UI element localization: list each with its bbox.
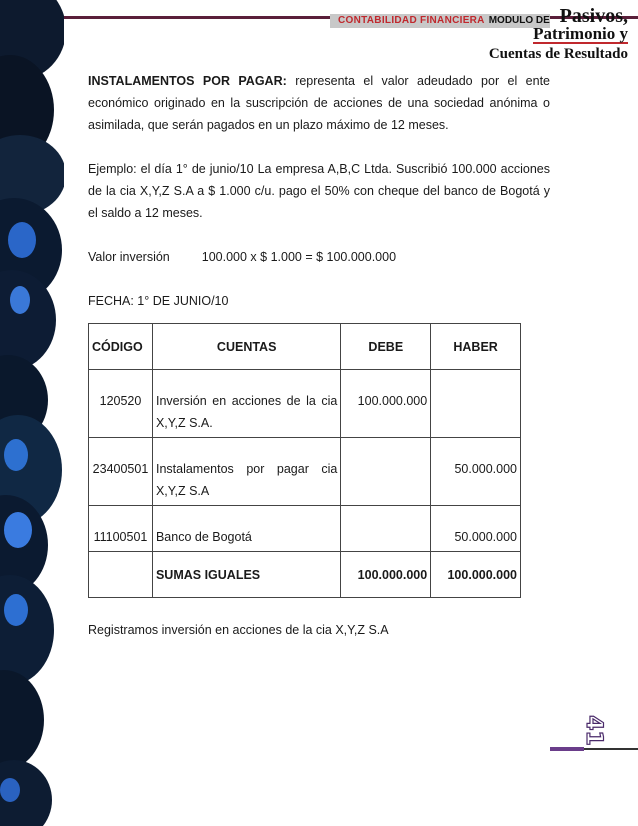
course-name: CONTABILIDAD FINANCIERA [338, 15, 485, 26]
header-accounts: CUENTAS [152, 324, 340, 370]
row-credit: 50.000.000 [431, 506, 521, 552]
table-header-row [89, 324, 521, 370]
row-debit [341, 438, 431, 506]
subtitle-line-2: Patrimonio y [533, 24, 628, 43]
table-row [89, 370, 521, 438]
page-number [580, 708, 608, 748]
table-total-row [89, 552, 521, 598]
example-paragraph: Ejemplo: el día 1° de junio/10 La empresa A,B,C Ltda. Suscribió 100.000 acciones de la cia X,Y,Z S.A a $ 1.000 c/u. pago el 50% con cheque del banco de Bogotá y el saldo a 12 meses. [88, 162, 550, 220]
definition-text: representa el valor adeudado por el ente económico originado en la suscripción de acciones de una sociedad anónima o asimilada, que serán pagados en un plazo máximo de 12 meses. [88, 74, 550, 132]
page-number-text: 41 [580, 715, 606, 746]
header-debit: DEBE [341, 324, 431, 370]
definition-term: INSTALAMENTOS POR PAGAR: [88, 74, 287, 88]
total-credit: 100.000.000 [431, 552, 521, 598]
investment-label: Valor inversión [88, 250, 170, 264]
total-debit: 100.000.000 [341, 552, 431, 598]
row-debit [341, 506, 431, 552]
row-credit [431, 370, 521, 438]
row-code: 11100501 [89, 506, 153, 552]
row-account: Banco de Bogotá [152, 506, 340, 552]
row-debit: 100.000.000 [341, 370, 431, 438]
journal-entry-table [88, 323, 521, 598]
row-account: Inversión en acciones de la cia X,Y,Z S.A. [152, 370, 340, 438]
table-row [89, 506, 521, 552]
closing-note: Registramos inversión en acciones de la cia X,Y,Z S.A [88, 623, 389, 637]
table-row [89, 438, 521, 506]
page-content [88, 70, 550, 334]
header-code: CÓDIGO [89, 324, 153, 370]
decorative-tree-strip [0, 0, 64, 826]
row-account: Instalamentos por pagar cia X,Y,Z S.A [152, 438, 340, 506]
row-code: 23400501 [89, 438, 153, 506]
row-credit: 50.000.000 [431, 438, 521, 506]
investment-line [88, 246, 550, 268]
total-label: SUMAS IGUALES [152, 552, 340, 598]
module-label: MODULO DE [488, 15, 550, 26]
date-line: FECHA: 1° DE JUNIO/10 [88, 294, 229, 308]
module-subtitle [488, 5, 628, 63]
subtitle-line-3: Cuentas de Resultado [488, 46, 628, 62]
subtitle-line-1: Pasivos, [559, 5, 628, 27]
row-code: 120520 [89, 370, 153, 438]
definition-paragraph [88, 70, 550, 136]
header-credit: HABER [431, 324, 521, 370]
investment-calculation: 100.000 x $ 1.000 = $ 100.000.000 [201, 250, 397, 264]
page-number-accent [550, 747, 584, 751]
total-empty-cell [89, 552, 153, 598]
